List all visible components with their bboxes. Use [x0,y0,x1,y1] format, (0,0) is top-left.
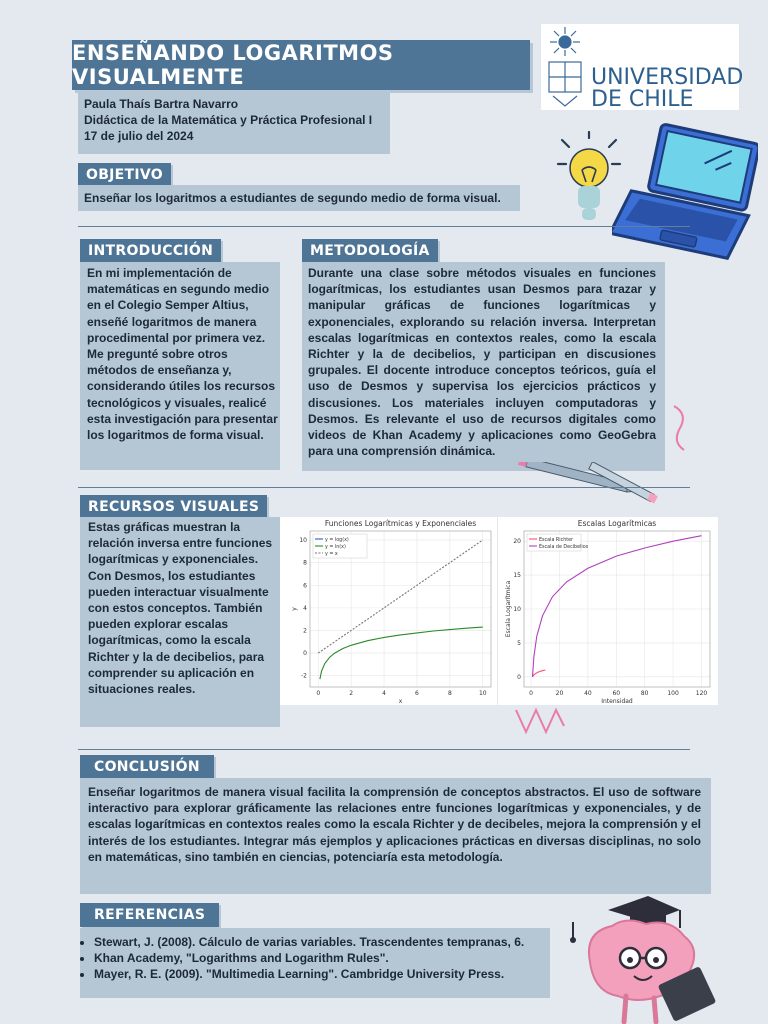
pink-zigzag-icon [514,706,566,736]
objetivo-label: OBJETIVO [78,163,171,187]
laptop-icon [612,120,758,266]
y-axis-label: Escala Logarítmica [505,580,512,638]
reference-item: • Mayer, R. E. (2009). "Multimedia Learning". Cambridge University Press. [94,966,546,982]
divider [78,749,690,750]
x-tick-label: 120 [695,690,708,697]
x-tick-label: 0 [529,690,534,697]
reference-item: • Khan Academy, "Logarithms and Logarithm Rules". [94,950,546,966]
x-tick-label: 0 [316,690,321,697]
series-line [533,670,546,677]
poster-title-text: ENSEÑANDO LOGARITMOS VISUALMENTE [72,41,394,89]
x-tick-label: 20 [555,690,564,697]
metodologia-label: METODOLOGÍA [302,239,438,263]
x-tick-label: 60 [612,690,621,697]
conclusion-label: CONCLUSIÓN [80,755,214,779]
y-tick-label: 5 [517,639,521,647]
conclusion-text: Enseñar logaritmos de manera visual facilita la comprensión de conceptos abstractos. El uso de software interactivo para explorar gráficamente las relaciones entre funciones logarítmicas y exponenciales, y de escalas logarítmicas en contextos reales como la escala Richter y de decibeles, mejora la comprensión y el interés de los estudiantes. Integrar más ejemplos y aplicaciones prácticas en diversas disciplinas, no solo en matemáticas, sino también en ciencias, potenciaría esta metodología. [80,778,711,894]
pencil-icon [516,462,666,506]
author-name: Paula Thaís Bartra Navarro [84,97,239,111]
introduccion-label: INTRODUCCIÓN [80,239,221,263]
x-tick-label: 10 [478,690,487,697]
referencias-list [80,928,550,998]
metodologia-text: Durante una clase sobre métodos visuales en funciones logarítmicas, los estudiantes usan Desmos para trazar y manipular gráficas de funciones logarítmicas y exponenciales, explorando su relación inversa. Interpretan escalas logarítmicas en contextos reales, como la escala Richter y la de decibelios, y participan en discusiones grupales. El docente introduce conceptos teóricos, guía el uso de Desmos y supervisa los ejercicios prácticos y discusiones. Los materiales incluyen computadoras y Desmos. Es relevante el uso de recursos digitales como videos de Khan Academy y aplicaciones como GeoGebra para una comprensión dinámica. [302,262,665,471]
recursos-label: RECURSOS VISUALES [80,495,267,519]
series-line [533,536,702,677]
pink-squiggle-icon [670,404,690,452]
x-tick-label: 8 [447,690,452,697]
x-tick-label: 2 [349,690,354,697]
chart-log-scales [498,517,718,705]
legend-label: y = x [325,551,338,557]
y-tick-label: 0 [303,650,307,658]
y-tick-label: 20 [513,538,521,546]
x-tick-label: 100 [667,690,679,697]
y-tick-label: 8 [303,559,307,567]
x-tick-label: 4 [382,690,386,697]
divider [78,487,690,488]
logo-line-1: UNIVERSIDAD [591,65,744,90]
course-name: Didáctica de la Matemática y Práctica Profesional I [84,113,373,127]
logo-line-2: DE CHILE [591,87,694,112]
x-axis-label: x [398,698,403,705]
reference-item: • Stewart, J. (2008). Cálculo de varias variables. Trascendentes tempranas, 6. [94,934,546,950]
university-logo [541,24,744,112]
university-crest-icon [543,26,587,108]
y-tick-label: 15 [513,572,521,580]
divider [78,226,690,227]
x-tick-label: 80 [640,690,649,697]
author-info [78,92,390,154]
legend-label: y = log(x) [325,537,349,543]
x-tick-label: 6 [415,690,419,697]
chart-title: Escalas Logarítmicas [577,519,657,528]
x-tick-label: 40 [584,690,592,697]
y-tick-label: 0 [517,673,521,681]
y-tick-label: 10 [513,606,521,613]
legend-label: Escala de Decibelios [539,544,589,550]
brain-mascot-icon [568,892,738,1024]
y-tick-label: 4 [303,604,307,612]
chart-log-exp [280,517,497,705]
date: 17 de julio del 2024 [84,129,194,143]
legend-label: y = ln(x) [325,544,346,550]
objetivo-text: Enseñar los logaritmos a estudiantes de segundo medio de forma visual. [78,185,520,211]
y-tick-label: 2 [303,627,307,635]
recursos-text: Estas gráficas muestran la relación inversa entre funciones logarítmicas y exponenciales. Con Desmos, los estudiantes pueden interactuar visualmente con estos conceptos. También pueden explorar escalas logarítmicas, como la escala Richter y la de decibelios, para comprender su aplicación en situaciones reales. [80,517,280,727]
y-tick-label: 6 [303,582,307,590]
x-axis-label: Intensidad [601,698,633,705]
referencias-label: REFERENCIAS [80,903,219,927]
y-tick-label: -2 [301,672,307,680]
introduccion-text: En mi implementación de matemáticas en segundo medio en el Colegio Semper Altius, enseñé logaritmos de manera procedimental por primera vez. Me pregunté sobre otros métodos de enseñanza y, considerando útiles los recursos tecnológicos y visuales, realicé esta investigación para presentar los logaritmos de forma visual. [80,262,280,470]
y-tick-label: 10 [299,537,307,545]
poster-title [72,40,530,90]
chart-title: Funciones Logarítmicas y Exponenciales [324,519,477,528]
legend-label: Escala Richter [539,537,574,543]
y-axis-label: y [291,607,298,611]
